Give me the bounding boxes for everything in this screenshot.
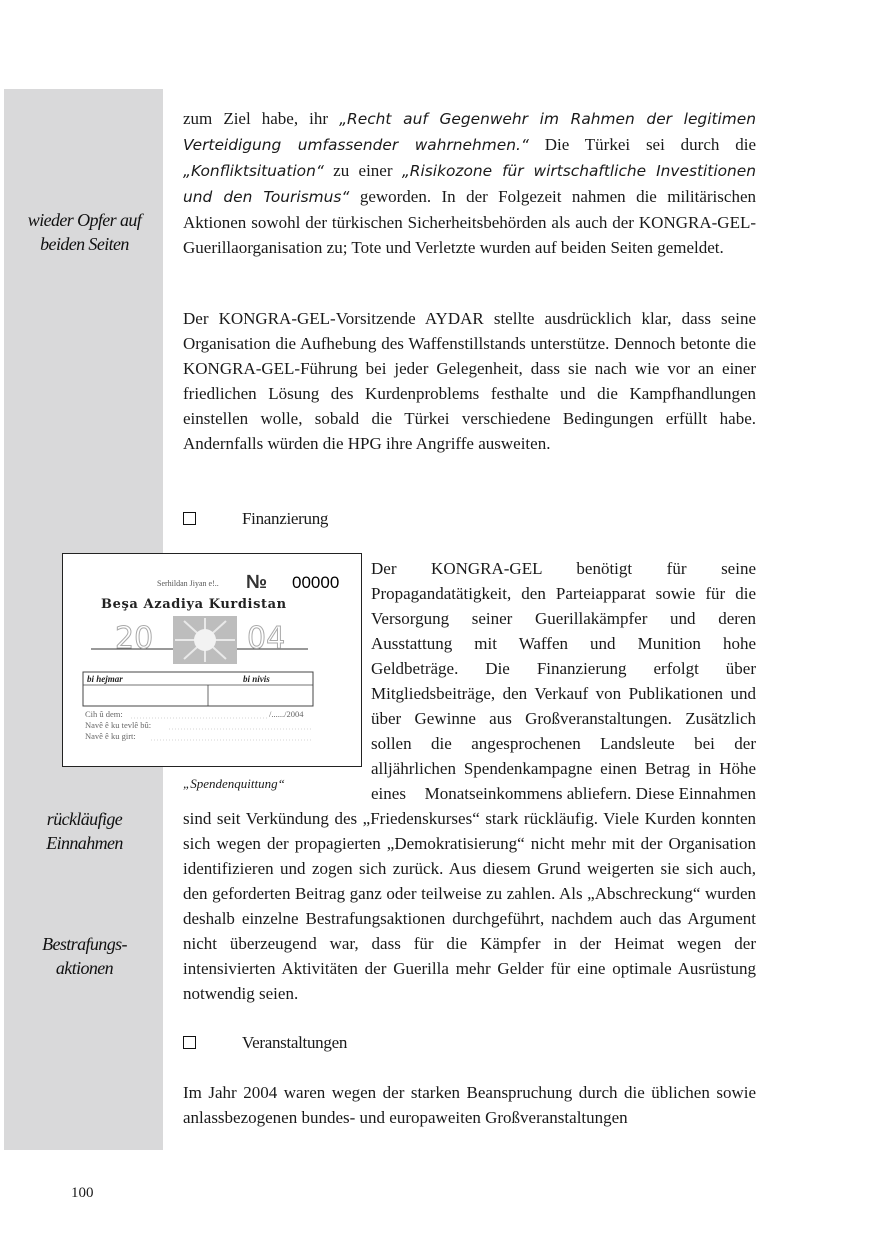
section-heading-finanzierung (183, 507, 329, 531)
checkbox-bullet-icon (183, 1036, 196, 1049)
page-number: 100 (71, 1185, 94, 1201)
paragraph-ziel (183, 106, 756, 260)
receipt-col-left: bi hejmar (87, 674, 123, 684)
text-run: geworden. In der Folgezeit nahmen die militärischen Aktionen sowohl der türkischen Sicherheitsbehörden als auch der KONGRA-GEL-Guerillaorganisation zu; Tote und Verletzte wurden auf beiden Seiten gemeldet. (183, 187, 756, 257)
paragraph-finanzierung-wrapped: Der KONGRA-GEL benötigt für seine Propagandatätigkeit, den Parteiapparat sowie für die Versorgung seiner Guerillakämpfer und deren Ausstattung mit Waffen und Munition hohe Geldbeträge. Die Finanzierung erfolgt über Mitgliedsbeiträge, den Verkauf von Publikationen und über Gewinne aus Großveranstaltungen. Zusätzlich sollen die angesprochenen Landsleute bei der alljährlichen Spendenkampagne einen Betrag in Höhe eines (371, 559, 756, 803)
margin-note-einnahmen (5, 807, 164, 855)
margin-note-bestrafung (5, 932, 164, 980)
paragraph-aydar: Der KONGRA-GEL-Vorsitzende AYDAR stellte ausdrücklich klar, dass seine Organisation die Aufhebung des Waffenstillstands unterstütze. Dennoch betonte die KONGRA-GEL-Führung bei jeder Gelegenheit, dass sie nach wie vor an einer friedlichen Lösung des Kurdenproblems festhalte und die Kampfhandlungen einstellen wolle, sobald die Türkei verschiedene Bedingungen erfüllt habe. Andernfalls würden die HPG ihre Angriffe ausweiten. (183, 309, 756, 453)
quote-run: „Risikozone für wirtschaftliche Investitionen und den Tourismus“ (183, 162, 756, 206)
receipt-number-sign: № (246, 572, 268, 593)
checkbox-bullet-icon (183, 512, 196, 525)
heading-label: Finanzierung (242, 509, 329, 528)
text-run: Die Türkei sei durch die (528, 135, 756, 154)
receipt-year-left: 20 (115, 621, 154, 656)
margin-note-opfer (5, 208, 164, 256)
receipt-year-right: 04 (247, 621, 286, 656)
section-heading-veranstaltungen (183, 1031, 348, 1055)
margin-note-line: aktionen (55, 958, 114, 978)
receipt-line-year: /....../2004 (269, 709, 304, 719)
margin-note-line: wieder Opfer auf (27, 210, 142, 230)
receipt-line-participant: Navê ê ku tevlê bû: (85, 720, 152, 730)
margin-note-line: Bestrafungs- (42, 934, 127, 954)
receipt-graphic (63, 554, 361, 766)
sun-emblem-icon (173, 616, 237, 664)
margin-note-line: beiden Seiten (40, 234, 129, 254)
margin-note-line: Einnahmen (46, 833, 123, 853)
receipt-top-label: Serhildan Jiyan e!.. (157, 579, 219, 588)
paragraph-continuation-line: Monatseinkommens abliefern. Diese Einnahmen (424, 784, 756, 803)
heading-label: Veranstaltungen (242, 1033, 348, 1052)
receipt-col-right: bi nivis (243, 674, 270, 684)
figure-caption: „Spendenquittung“ (183, 776, 285, 791)
text-run: zum Ziel habe, ihr (183, 109, 340, 128)
paragraph-einnahmen: sind seit Verkündung des „Friedenskurses“ stark rückläufig. Viele Kurden konnten sich wegen der propagierten „Demokratisierung“ nicht mehr mit der Organisation identifizieren und zogen sich zurück. Aus diesem Grund weigerten sie sich auch, den geforderten Beitrag ganz oder teilweise zu zahlen. Als „Abschreckung“ wurden deshalb einzelne Bestrafungsaktionen durchgeführt, nachdem auch das Argument nicht überzeugend war, dass für die Kämpfer in der Heimat wegen der intensivierten Aktivitäten der Guerilla mehr Gelder für eine optimale Ausrüstung notwendig seien. (183, 809, 756, 1003)
receipt-line-receiver: Navê ê ku girt: (85, 731, 136, 741)
quote-run: „Konfliktsituation“ (183, 162, 324, 180)
quote-run: „Recht auf Gegenwehr im Rahmen der legitimen Verteidigung umfassender wahrnehmen.“ (183, 110, 756, 154)
paragraph-veranstaltungen: Im Jahr 2004 waren wegen der starken Beanspruchung durch die üblichen sowie anlassbezogenen bundes- und europaweiten Großveranstaltungen (183, 1083, 756, 1127)
receipt-line-place-date: Cih û dem: (85, 709, 123, 719)
receipt-title: Beşa Azadiya Kurdistan (101, 597, 287, 612)
text-run: zu einer (323, 161, 402, 180)
margin-note-line: rückläufige (46, 809, 123, 829)
receipt-number: 00000 (292, 573, 340, 592)
donation-receipt-image (62, 553, 362, 767)
